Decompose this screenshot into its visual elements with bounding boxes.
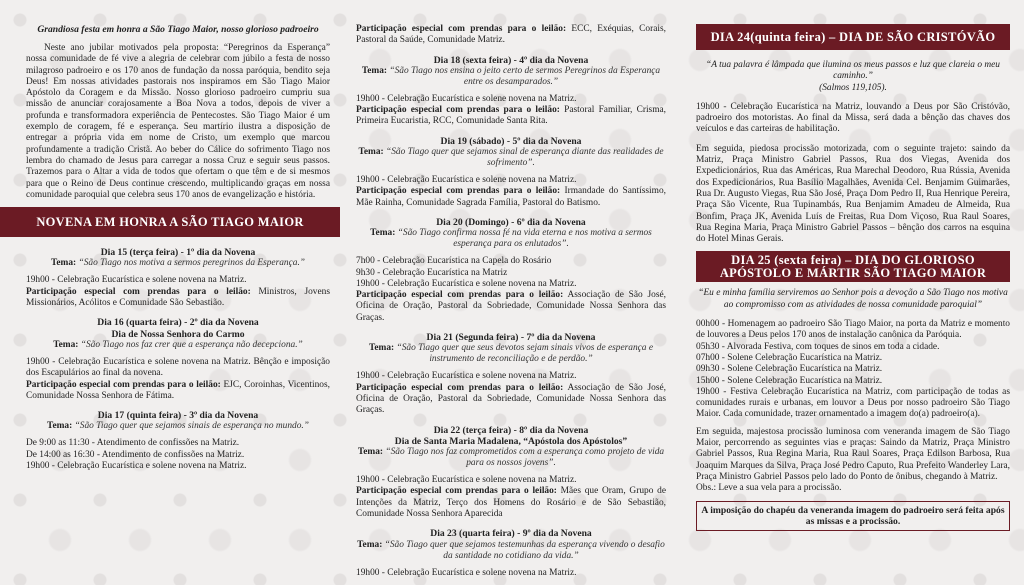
- participation-text: Associação de São José, Oficina de Oração, Pastoral da Sobriedade, Comunidade Nossa Senhora das Graças.: [356, 290, 666, 323]
- day18-theme: [356, 66, 666, 88]
- participation-label: Participação especial com prendas para o leilão:: [356, 290, 564, 301]
- festival-title: Grandiosa festa em honra a São Tiago Maior, nosso glorioso padroeiro: [37, 24, 319, 35]
- theme-label: Tema:: [357, 539, 383, 550]
- hat-imposition-notice: A imposição do chapéu da veneranda imagem do padroeiro será feita após as missas e a procissão.: [696, 501, 1010, 532]
- participation-label: Participação especial com prendas para o leilão:: [26, 379, 221, 390]
- day25-procession: Em seguida, majestosa procissão luminosa com veneranda imagem de São Tiago Maior, percorrendo as seguintes vias e praças: Saindo da Matriz, Praça Ministro Gabriel Passos, Rua Regina Maria, Rua Raul Soares, Praça Edilson Barbosa, Rua Joaquim Marques da Silva, Praça José Pedro Caputo, Rua Prefeito Wanderley Lara, Praça Ministro Gabriel Passos pelo lado do Ponto de ônibus, chegando à Matriz.: [696, 426, 1010, 482]
- day25-schedule-9h30: 09h30 - Solene Celebração Eucarística na Matriz.: [696, 364, 883, 375]
- procession-note: Obs.: Leve a sua vela para a procissão.: [696, 483, 842, 494]
- intro-paragraph: Neste ano jubilar motivados pela proposta: “Peregrinos da Esperança” nossa comunidade de fé vive a alegria de celebrar com júbilo a festa de nosso milagroso padroeiro e os 170 anos de fundação da nossa paróquia, bendito seja Deus! Em nossas atividades pastorais nos inspiramos em São Tiago Maior Apóstolo da Coragem e da Missão. Nosso glorioso padroeiro cumpriu sua missão de anunciar corajosamente a Boa Nova a todos, depois de viver a profunda e transformadora experiência de Pentecostes. São Tiago Maior é um exemplo de coragem, fé e esperança. Seu martírio ilustra a disposição de entregar a própria vida em nome de Cristo, um exemplo que marcou profundamente a tradição Cristã. Ao beber do Cálice do sofrimento Tiago nos lembra do chamado de Jesus para carregar a nossa Cruz e seguir seus passos. Trazemos para o Altar a vida de todos que ofertam o que têm e de si mesmos para que o Reino de Deus continue crescendo, multiplicando graças em nossa comunidade paroquial que celebra seus 170 anos de evangelização e história.: [26, 43, 330, 200]
- day22-theme: [356, 447, 666, 469]
- day15-participation: [26, 287, 330, 310]
- participation-text: EJC, Coroinhas, Vicentinos, Comunidade Nossa Senhora de Fátima.: [26, 379, 330, 401]
- day20-heading: Dia 20 (Domingo) - 6º dia da Novena: [436, 216, 586, 228]
- day18-mass: 19h00 - Celebração Eucarística e solene novena na Matriz.: [356, 93, 577, 104]
- theme-label: Tema:: [369, 343, 395, 354]
- day25-quote: “Eu e minha família serviremos ao Senhor pois a devoção a São Tiago nos motiva ao compromisso com as atividades de nossa comunidade paroquial”: [698, 288, 1008, 310]
- participation-text: Irmandade do Santíssimo, Mãe Rainha, Comunidade Sagrada Família, Pastoral do Batismo.: [356, 186, 666, 208]
- participation-text: Associação de São José, Oficina de Oração, Pastoral da Sobriedade, Comunidade Nossa Senhora das Graças.: [356, 382, 666, 416]
- day25-schedule-19h: 19h00 - Festiva Celebração Eucarística na Matriz, com participação de todas as comunidades rurais e urbanas, em louvor a Deus por nosso padroeiro São Tiago Maior. Cada comunidade, trazer ornamentado a imagem do(a) padroeiro(a).: [696, 386, 1010, 420]
- day19-mass: 19h00 - Celebração Eucarística e solene novena na Matriz.: [356, 175, 577, 186]
- theme-text: “São Tiago confirma nossa fé na vida eterna e nos motiva a sermos esperança para os enlutados”.: [397, 228, 652, 250]
- participation-label: Participação especial com prendas para o leilão:: [356, 24, 567, 34]
- column-middle: [344, 0, 674, 585]
- day15-mass: 19h00 - Celebração Eucarística e solene novena na Matriz.: [26, 275, 247, 286]
- day19-theme: [356, 147, 666, 169]
- day21-mass: 19h00 - Celebração Eucarística e solene novena na Matriz.: [356, 371, 577, 382]
- day21-heading: Dia 21 (Segunda feira) - 7º dia da Novena: [426, 332, 596, 344]
- participation-label: Participação especial com prendas para o leilão:: [26, 286, 251, 297]
- participation-text: ECC, Exéquias, Corais, Pastoral da Saúde, Comunidade Matriz.: [356, 24, 666, 46]
- day17-confession-afternoon: De 14:00 as 16:30 - Atendimento de confissões na Matriz.: [26, 449, 245, 460]
- theme-text: “São Tiago quer que sejamos sinais de esperança no mundo.”: [74, 421, 309, 432]
- day23-theme: [356, 540, 666, 562]
- theme-label: Tema:: [51, 258, 77, 269]
- theme-text: “São Tiago nos motiva a sermos peregrinos da Esperança.”: [78, 258, 305, 269]
- day22-participation: [356, 486, 666, 520]
- theme-text: “São Tiago quer que sejamos testemunhas da esperança vivendo o desafio da santidade no cotidiano da vida.”: [384, 539, 665, 561]
- day25-schedule-15h: 15h00 - Solene Celebração Eucarística na Matriz.: [696, 375, 883, 386]
- day19-heading: Dia 19 (sábado) - 5º dia da Novena: [440, 135, 582, 147]
- day17-confession-morning: De 9:00 as 11:30 - Atendimento de confissões na Matriz.: [26, 438, 240, 449]
- participation-label: Participação especial com prendas para o leilão:: [356, 105, 560, 116]
- day22-subheading: Dia de Santa Maria Madalena, “Apóstola dos Apóstolos”: [394, 435, 628, 447]
- day17-theme: [26, 421, 330, 432]
- day21-theme: [356, 343, 666, 365]
- day18-heading: Dia 18 (sexta feira) - 4º dia da Novena: [433, 54, 589, 66]
- novena-banner: NOVENA EM HONRA A SÃO TIAGO MAIOR: [0, 207, 340, 237]
- day20-mass-evening: 19h00 - Celebração Eucarística e solene novena na Matriz.: [356, 278, 577, 289]
- day17-participation: [356, 24, 666, 47]
- day20-mass-chapel: 7h00 - Celebração Eucarística na Capela do Rosário: [356, 256, 552, 267]
- day25-schedule-7h: 07h00 - Solene Celebração Eucarística na Matriz.: [696, 352, 883, 363]
- day16-mass: 19h00 - Celebração Eucarística e solene novena na Matriz. Bênção e imposição dos Escapulários ao final da novena.: [26, 356, 330, 379]
- theme-text: “São Tiago nos ensina o jeito certo de sermos Peregrinos da Esperança entre os desamparados.”: [389, 65, 661, 87]
- day24-procession: Em seguida, piedosa procissão motorizada, com o seguinte trajeto: saindo da Matriz, Praça Ministro Gabriel Passos, Rua dos Viegas, Avenida dos Expedicionários, Rua das Américas, Rua Marechal Deodoro, Rua Rússia, Avenida dos Expedicionários, Rua Basílio Magalhães, Avenida Cel. Benjamim Guimarães, Rua Dr. Augusto Viegas, Rua São José, Praça Dom Pedro II, Rua Henrique Pereira, Praça São Vicente, Rua Tupinambás, Rua Benjamim Amadeu de Almeida, Rua Bonfim, Praça JK, Avenida Luís de Freitas, Rua Dom Viçoso, Rua Raul Soares, Rua Regina Maria, Praça Ministro Gabriel Passos – bênção dos carros na esquina do Hotel Minas Gerais.: [696, 143, 1010, 245]
- day16-participation: [26, 380, 330, 403]
- theme-label: Tema:: [47, 421, 73, 432]
- day15-heading: Dia 15 (terça feira) - 1º dia da Novena: [100, 247, 256, 259]
- column-left: [0, 0, 340, 585]
- day23-mass: 19h00 - Celebração Eucarística e solene novena na Matriz.: [356, 567, 577, 578]
- participation-text: Ministros, Jovens Missionários, Acólitos e Comunidade São Sebastião.: [26, 286, 330, 309]
- participation-label: Participação especial com prendas para o leilão:: [356, 382, 564, 393]
- theme-text: “São Tiago quer que sejamos sinal de esperança diante das realidades de sofrimento”.: [386, 147, 664, 169]
- day25-schedule-midnight: 00h00 - Homenagem ao padroeiro São Tiago Maior, na porta da Matriz e momento de louvores a Deus pelos 170 anos de instalação canônica da Paróquia.: [696, 319, 1010, 341]
- day24-mass: 19h00 - Celebração Eucarística na Matriz, louvando a Deus por São Cristóvão, padroeiro dos motoristas. Ao final da Missa, será dada a bênção das chaves dos veículos e das carteiras de habilitação.: [696, 101, 1010, 135]
- day17-heading: Dia 17 (quinta feira) - 3º dia da Novena: [97, 410, 259, 422]
- theme-label: Tema:: [358, 147, 384, 158]
- theme-text: “São Tiago nos faz comprometidos com a esperança como projeto de vida para os nossos jovens”.: [385, 447, 665, 469]
- theme-label: Tema:: [357, 447, 384, 458]
- participation-label: Participação especial com prendas para o leilão:: [356, 186, 561, 197]
- day19-participation: [356, 186, 666, 209]
- participation-label: Participação especial com prendas para o leilão:: [356, 486, 557, 497]
- day24-quote-reference: (Salmos 119,105).: [819, 82, 887, 93]
- theme-label: Tema:: [370, 228, 396, 239]
- day15-theme: [26, 258, 330, 269]
- theme-text: “São Tiago quer que seus devotos sejam sinais vivos de esperança e instrumento de reconciliação e de perdão.”: [396, 343, 653, 365]
- column-right: [682, 0, 1024, 585]
- participation-text: Mães que Oram, Grupo de Intenções da Matriz, Terço dos Homens do Rosário e de São Sebastião, Comunidade Nossa Senhora Aparecida: [356, 486, 666, 520]
- participation-text: Pastoral Familiar, Crisma, Primeira Eucaristia, RCC, Comunidade Santa Rita.: [356, 105, 666, 127]
- theme-text: “São Tiago nos faz crer que a esperança não decepciona.”: [80, 339, 303, 350]
- theme-label: Tema:: [53, 339, 79, 350]
- day22-heading: Dia 22 (terça feira) - 8º dia da Novena: [433, 424, 589, 436]
- day18-participation: [356, 105, 666, 128]
- day20-mass-morning: 9h30 - Celebração Eucarística na Matriz: [356, 267, 508, 278]
- day17-mass: 19h00 - Celebração Eucarística e solene novena na Matriz.: [26, 461, 247, 472]
- day23-heading: Dia 23 (quarta feira) - 9º dia da Novena: [430, 528, 592, 540]
- day25-banner: DIA 25 (sexta feira) – DIA DO GLORIOSO APÓSTOLO E MÁRTIR SÃO TIAGO MAIOR: [696, 251, 1010, 282]
- day16-heading: Dia 16 (quarta feira) - 2º dia da Novena: [97, 317, 259, 329]
- day16-subheading: Dia de Nossa Senhora do Carmo: [111, 328, 245, 340]
- day24-quote: “A tua palavra é lâmpada que ilumina os meus passos e luz que clareia o meu caminho.”: [706, 60, 1000, 82]
- day24-banner: DIA 24(quinta feira) – DIA DE SÃO CRISTÓVÃO: [696, 24, 1010, 50]
- day25-schedule-dawn: 05h30 - Alvorada Festiva, com toques de sinos em toda a cidade.: [696, 341, 940, 352]
- day21-participation: [356, 383, 666, 417]
- day16-theme: [26, 340, 330, 351]
- day20-theme: [356, 228, 666, 250]
- day20-participation: [356, 290, 666, 324]
- day22-mass: 19h00 - Celebração Eucarística e solene novena na Matriz.: [356, 475, 577, 486]
- theme-label: Tema:: [361, 65, 388, 76]
